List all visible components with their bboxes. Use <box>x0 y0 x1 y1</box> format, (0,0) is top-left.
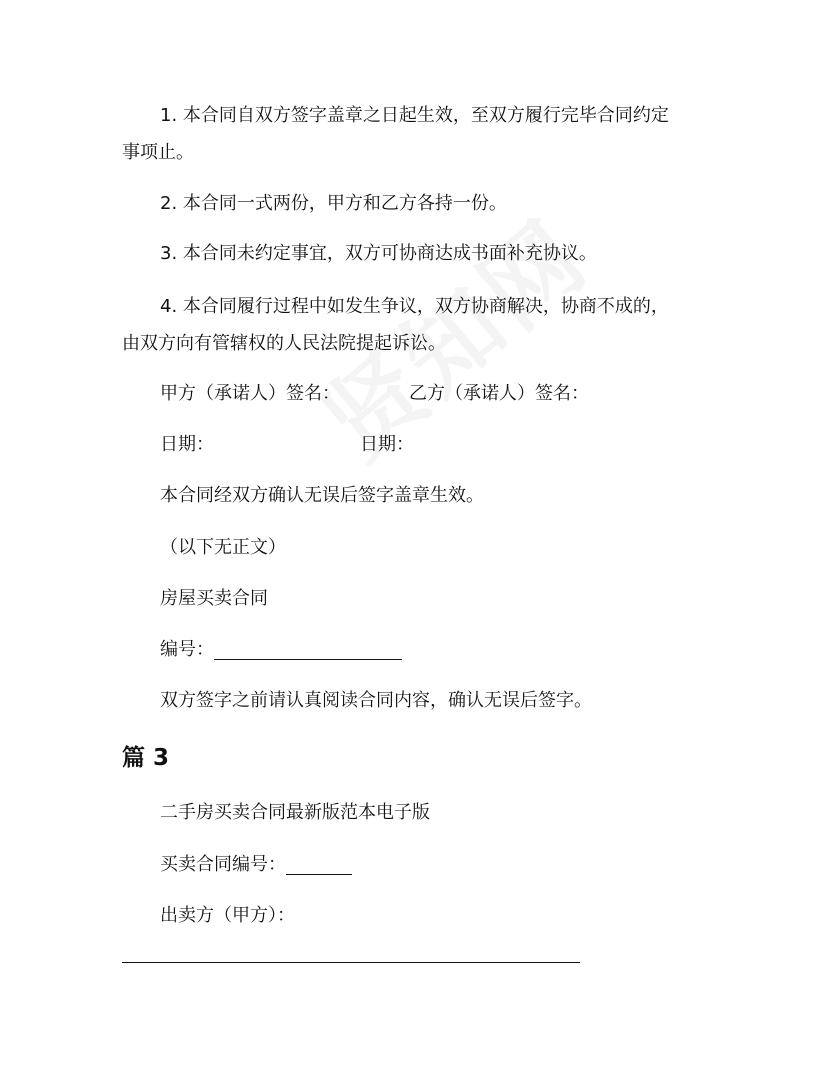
contract-number-label: 编号： <box>160 639 214 660</box>
party-b-signature-label: 乙方（承诺人）签名： <box>409 383 589 404</box>
sale-contract-number-blank <box>286 856 352 875</box>
contract-number-row <box>160 640 402 660</box>
clause-4-line-1: 4. 本合同履行过程中如发生争议，双方协商解决，协商不成的， <box>160 296 669 317</box>
sale-contract-number-label: 买卖合同编号： <box>160 854 286 875</box>
clause-2: 2. 本合同一式两份，甲方和乙方各持一份。 <box>160 193 507 214</box>
reminder-text: 双方签字之前请认真阅读合同内容，确认无误后签字。 <box>160 690 592 711</box>
seller-blank-line <box>122 962 580 963</box>
party-b-date-label: 日期： <box>360 434 414 455</box>
clause-1-line-2: 事项止。 <box>122 142 194 163</box>
clause-1-line-1: 1. 本合同自双方签字盖章之日起生效，至双方履行完毕合同约定 <box>160 105 669 126</box>
end-note: （以下无正文） <box>160 537 286 558</box>
party-a-signature-label: 甲方（承诺人）签名： <box>160 383 340 404</box>
clause-4-line-2: 由双方向有管辖权的人民法院提起诉讼。 <box>122 333 446 354</box>
section3-title: 二手房买卖合同最新版范本电子版 <box>160 802 430 823</box>
sale-contract-number-row <box>160 855 352 875</box>
party-a-date-label: 日期： <box>160 434 214 455</box>
clause-3: 3. 本合同未约定事宜，双方可协商达成书面补充协议。 <box>160 243 597 264</box>
contract-number-blank <box>214 641 402 660</box>
confirm-text: 本合同经双方确认无误后签字盖章生效。 <box>160 485 484 506</box>
section-heading: 篇 3 <box>122 745 170 771</box>
seller-label: 出卖方（甲方）： <box>160 905 295 926</box>
contract-title: 房屋买卖合同 <box>160 588 268 609</box>
